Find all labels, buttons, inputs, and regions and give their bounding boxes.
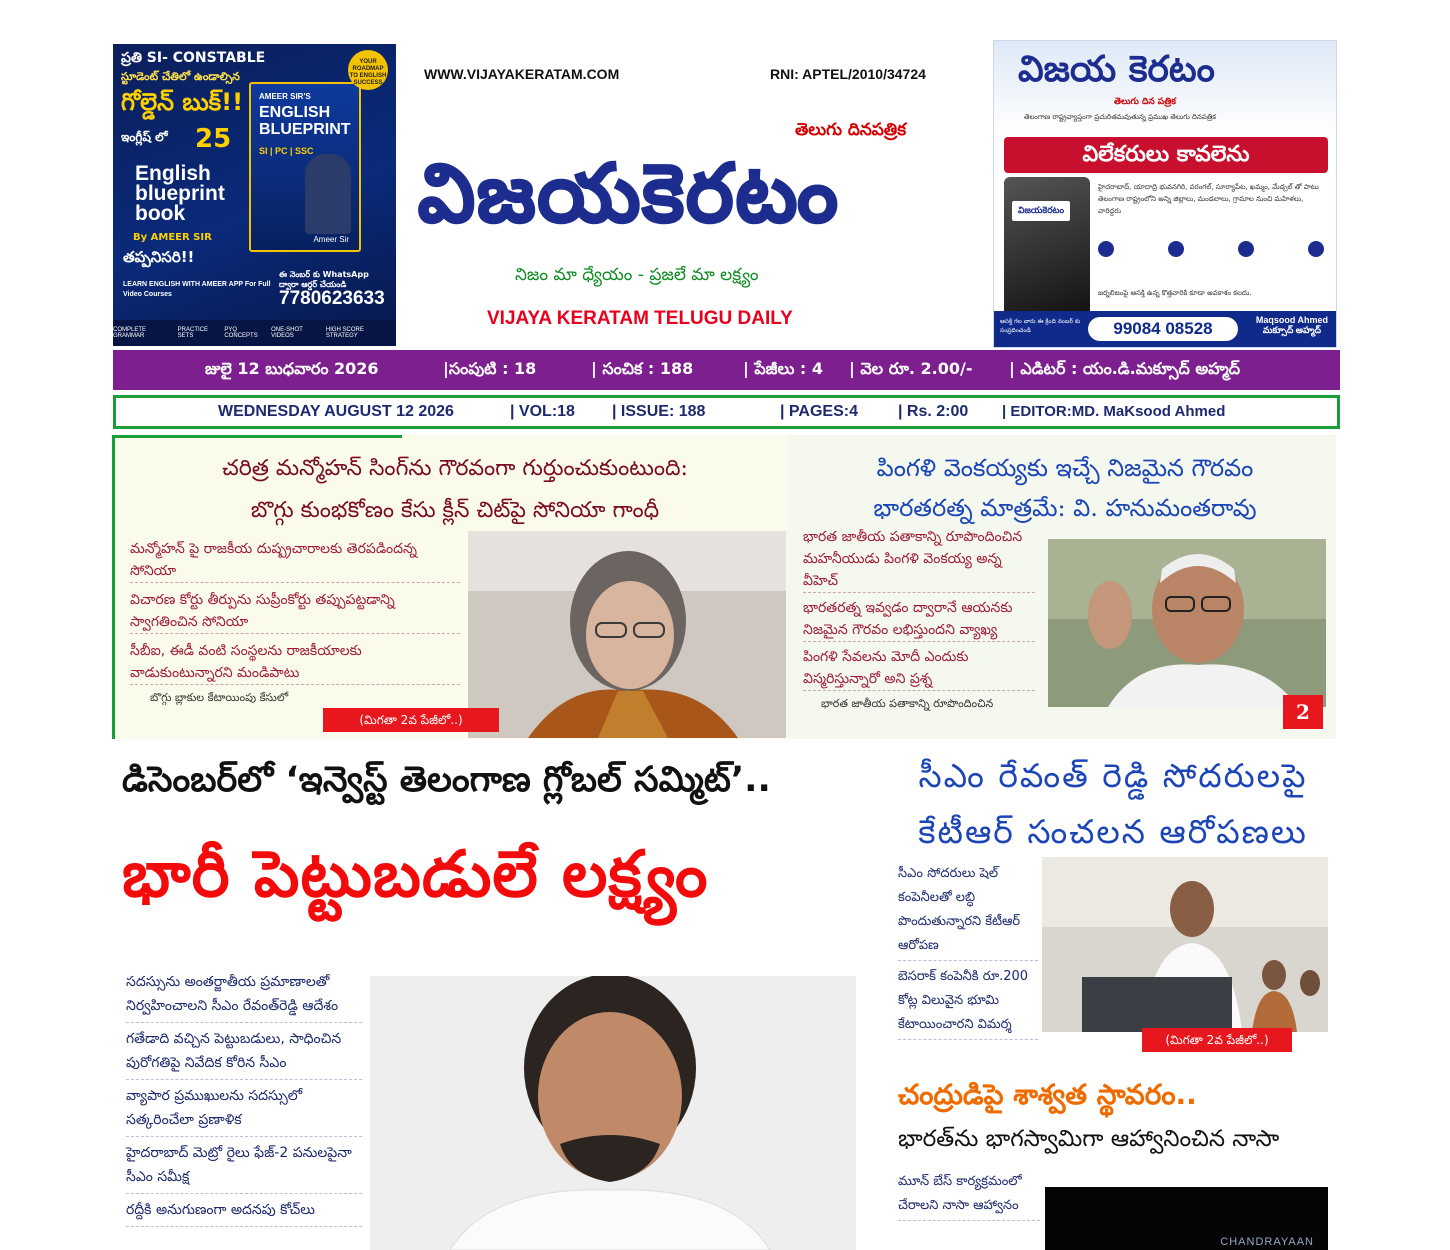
ad-line: స్టూడెంట్ చేతిలో ఉండాల్సిన	[121, 70, 240, 83]
issue: | సంచిక : 188	[591, 359, 694, 378]
moon-headline[interactable]: చంద్రుడిపై శాశ్వత స్థావరం..	[898, 1078, 1197, 1111]
mic-tag: విజయకెరటం	[1012, 201, 1070, 221]
whatsapp-note: ఈ నెంబర్ కు WhatsApp ద్వారా ఆర్డర్ చేయండి	[279, 270, 369, 289]
editor: | ఎడిటర్ : యం.డి.మక్సూద్ అహ్మద్	[1009, 359, 1241, 378]
ad-note: జర్నలిజంపై ఆసక్తి ఉన్న కొత్తవారికి కూడా అవకాశం కలదు.	[1098, 289, 1252, 297]
date: WEDNESDAY AUGUST 12 2026	[218, 403, 454, 420]
volume: |సంపుటి : 18	[443, 359, 537, 378]
chandrayaan-image	[1045, 1187, 1328, 1250]
book-kicker: AMEER SIR'S	[259, 92, 311, 101]
image-caption: CHANDRAYAAN	[1220, 1236, 1314, 1248]
story-bullets	[898, 862, 1038, 1044]
strip-item: COMPLETE GRAMMAR	[113, 327, 147, 339]
bullet-item: భారతరత్న ఇవ్వడం ద్వారానే ఆయనకు నిజమైన గౌరవం లభిస్తుందని వ్యాఖ్య	[803, 597, 1035, 642]
bullet-item: మన్మోహన్ పై రాజకీయ దుష్ప్రచారాలకు తెరపడిందన్న సోనియా	[130, 538, 460, 583]
lead-headline[interactable]: భారీ పెట్టుబడులే లక్ష్యం	[122, 838, 709, 912]
editor: | EDITOR:MD. MaKsood Ahmed	[1002, 403, 1226, 420]
ad-body: హైదరాబాద్, యాదాద్రి భువనగిరి, వరంగల్, సూర్యాపేట, ఖమ్మం, మేడ్చల్ తో పాటు తెలంగాణ రాష్ట్రంలోని అన్ని జిల్లాలు, మండలాలు, గ్రామాల నుంచి మహిళలు, వారిద్దరు	[1098, 183, 1319, 215]
ad-footer	[994, 311, 1336, 347]
ad-sub2: తెలంగాణ రాష్ట్రవ్యాప్తంగా ప్రచురితమవుతున్న ప్రముఖ తెలుగు దినపత్రిక	[1024, 113, 1216, 121]
website-url[interactable]: WWW.VIJAYAKERATAM.COM	[424, 66, 620, 82]
app-promo: LEARN ENGLISH WITH AMEER APP For Full Video Courses	[123, 281, 271, 298]
ad-feature-strip	[113, 320, 396, 346]
ad-icon-row	[1098, 241, 1324, 257]
continued-tag[interactable]: (మిగతా 2వ పేజీలో..)	[1142, 1028, 1292, 1052]
author-photo	[305, 154, 351, 234]
v-hanumantha-rao-photo	[1048, 539, 1326, 707]
sonia-gandhi-photo	[468, 531, 786, 738]
daily-tagline: తెలుగు దినపత్రిక	[795, 120, 907, 140]
bullet-item: మూన్ బేస్ కార్యక్రమంలో చేరాలని నాసా ఆహ్వానం	[898, 1170, 1040, 1221]
contact-name	[1256, 315, 1328, 338]
seal-badge: YOUR ROADMAP TO ENGLISH SUCCESS	[348, 50, 388, 90]
book-exams: SI | PC | SSC	[259, 146, 314, 156]
people-icon	[1308, 241, 1324, 257]
book-author: Ameer Sir	[313, 235, 349, 244]
bullet-item: బెసరాక్ కంపెనీకి రూ.200 కోట్ల విలువైన భూమి కేటాయించారని విమర్శ	[898, 965, 1038, 1040]
strip-item: PRACTICE SETS	[177, 327, 209, 339]
contact-note: ఆసక్తి గల వారు ఈ క్రింది నంబర్ కు సంప్రదించండి	[1000, 318, 1081, 334]
ad-phone[interactable]: 99084 08528	[1088, 317, 1238, 341]
bullet-item: భారత జాతీయ పతాకాన్ని రూపొందించిన మహనీయుడు పింగళి వెంకయ్య అన్న వీహెచ్	[803, 526, 1035, 593]
bullet-item: విచారణ కోర్టు తీర్పును సుప్రీంకోర్టు తప్పుపట్టడాన్ని స్వాగతించిన సోనియా	[130, 589, 460, 634]
ad-phone[interactable]: 7780623633	[279, 288, 385, 309]
bullet-item: సీఎం సోదరులు షెల్ కంపెనీలతో లబ్ధి పొందుతున్నారని కేటీఆర్ ఆరోపణ	[898, 862, 1038, 961]
camera-icon	[1238, 241, 1254, 257]
ad-logo: విజయ కెరటం	[1018, 49, 1215, 90]
headline-line: సీఎం రేవంత్ రెడ్డి సోదరులపై	[918, 756, 1308, 795]
moon-subhead: భారత్‌ను భాగస్వామిగా ఆహ్వానించిన నాసా	[898, 1126, 1280, 1152]
reporters-wanted-ad[interactable]	[993, 40, 1337, 348]
lead-bullets	[126, 970, 362, 1231]
contact-name-te: మక్సూద్ అహ్మద్	[1262, 325, 1321, 335]
headline-line: బొగ్గు కుంభకోణం కేసు క్లీన్ చిట్‌పై సోనియా గాంధీ	[250, 498, 660, 523]
headline-line: కేటీఆర్ సంచలన ఆరోపణలు	[918, 812, 1308, 851]
divider	[112, 435, 402, 438]
story-bullets	[898, 1170, 1040, 1225]
document-icon	[1168, 241, 1184, 257]
bullet-item: సదస్సును అంతర్జాతీయ ప్రమాణాలతో నిర్వహించాలని సీఎం రేవంత్‌రెడ్డి ఆదేశం	[126, 970, 362, 1023]
bullet-item: సీబీఐ, ఈడీ వంటి సంస్థలను రాజకీయాలకు వాడుకుంటున్నారని మండిపాటు	[130, 640, 460, 685]
story-lead-in: బొగ్గు బ్లాకుల కేటాయింపు కేసులో	[150, 691, 289, 704]
bullet-item: హైదరాబాద్ మెట్రో రైలు ఫేజ్-2 పనులపైనా సీఎం సమీక్ష	[126, 1141, 362, 1194]
microphone-icon	[1004, 177, 1090, 317]
headline	[800, 448, 1330, 528]
headline-line: పింగళి వెంకయ్యకు ఇచ్చే నిజమైన గౌరవం	[876, 454, 1254, 482]
ad-book-name: English blueprint book	[135, 162, 225, 225]
newspaper-logo: విజయకెరటం	[418, 147, 840, 240]
contact-name-en: Maqsood Ahmed	[1255, 315, 1328, 325]
strip-item: ONE-SHOT VIDEOS	[271, 327, 303, 339]
book-title: ENGLISH BLUEPRINT	[259, 104, 351, 138]
dateline-telugu	[113, 350, 1340, 390]
headline[interactable]	[890, 748, 1336, 860]
story-bullets	[130, 538, 460, 707]
revanth-reddy-photo	[370, 976, 856, 1250]
ad-line: తప్పనిసరి!!	[123, 248, 195, 266]
strip-item: HIGH SCORE STRATEGY	[325, 327, 364, 339]
book-cover-image	[249, 82, 361, 252]
price: | Rs. 2:00	[898, 403, 969, 420]
headline	[130, 448, 780, 532]
issue: | ISSUE: 188	[612, 403, 706, 420]
bullet-item: గతేడాది వచ్చిన పెట్టుబడులు, సాధించిన పురోగతిపై నివేదిక కోరిన సీఎం	[126, 1027, 362, 1080]
continued-tag[interactable]: (మిగతా 2వ పేజీలో..)	[323, 708, 499, 732]
ad-sub: తెలుగు దిన పత్రిక	[1114, 97, 1176, 107]
bullet-item: వ్యాపార ప్రముఖులను సదస్సులో సత్కరించేలా ప్రణాళిక	[126, 1084, 362, 1137]
strip-item: PYQ CONCEPTS	[224, 327, 258, 339]
motto: నిజం మా ధ్యేయం - ప్రజలే మా లక్ష్యం	[515, 265, 759, 285]
pages: | పేజీలు : 4	[743, 359, 824, 378]
volume: | VOL:18	[510, 403, 575, 420]
ad-line: ప్రతి SI- CONSTABLE	[121, 50, 266, 66]
dateline-english	[113, 395, 1340, 429]
story-bullets	[803, 526, 1035, 713]
bullet-item: రద్దీకి అనుగుణంగా అదనపు కోచ్‌లు	[126, 1198, 362, 1227]
date: జులై 12 బుధవారం 2026	[205, 359, 379, 378]
ad-line: ఇంగ్లీష్ లో	[121, 130, 168, 144]
pen-icon	[1098, 241, 1114, 257]
page-number-badge: 2	[1283, 695, 1323, 729]
pages: | PAGES:4	[780, 403, 858, 420]
english-title: VIJAYA KERATAM TELUGU DAILY	[487, 308, 793, 329]
ad-marks: 25	[195, 124, 232, 154]
lead-kicker: డిసెంబర్‌లో ‘ఇన్వెస్ట్ తెలంగాణ గ్లోబల్ సమ్మిట్’..	[122, 760, 771, 800]
ad-line: గోల్డెన్ బుక్!!	[121, 88, 244, 116]
bullet-item: పింగళి సేవలను మోదీ ఎందుకు విస్మరిస్తున్నారో అని ప్రశ్న	[803, 646, 1035, 691]
rni-number: RNI: APTEL/2010/34724	[770, 66, 926, 82]
ad-banner: విలేకరులు కావలెను	[1004, 137, 1328, 173]
price: | వెల రూ. 2.00/-	[849, 359, 973, 378]
english-blueprint-ad[interactable]	[113, 44, 396, 346]
story-lead-in: భారత జాతీయ పతాకాన్ని రూపొందించిన	[821, 697, 994, 710]
ad-author: By AMEER SIR	[133, 232, 212, 243]
headline-line: భారతరత్న మాత్రమే: వి. హనుమంతరావు	[873, 494, 1257, 522]
headline-line: చరిత్ర మన్మోహన్ సింగ్‌ను గౌరవంగా గుర్తుంచుకుంటుంది:	[222, 456, 688, 481]
ktr-speaking-photo	[1042, 857, 1328, 1032]
